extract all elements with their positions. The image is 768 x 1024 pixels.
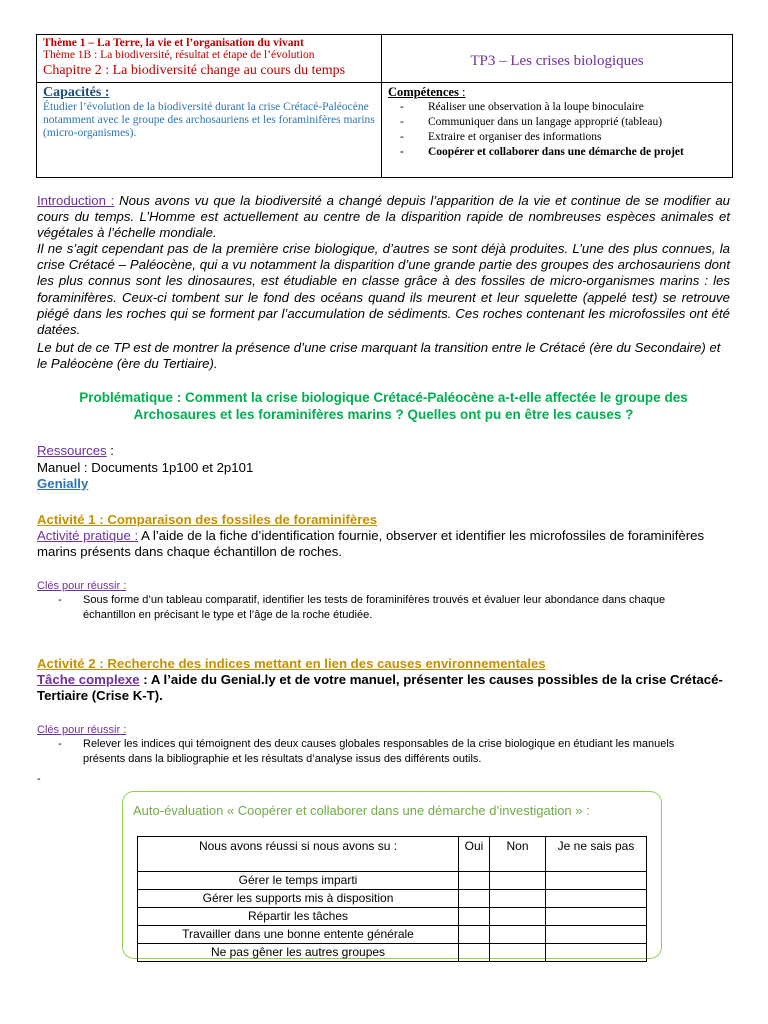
header-theme-cell — [37, 35, 382, 83]
non-cell[interactable] — [490, 908, 546, 926]
activite-2-task: Tâche complexe : A l’aide du Genial.ly et de votre manuel, présenter les causes possibles de la crise Crétacé-Tertiaire (Crise K-T). — [37, 672, 723, 704]
activite-1-task: Activité pratique : A l’aide de la fiche d’identification fournie, observer et identifier les microfossiles de foraminifères marins présents dans chaque échantillon de roches. — [37, 528, 705, 560]
problematique: Problématique : Comment la crise biologique Crétacé-Paléocène a-t-elle affectée le groupe des Archosaures et les foraminifères marins ? Quelles ont pu en être les causes ? — [79, 390, 688, 422]
non-cell[interactable] — [490, 926, 546, 944]
capacites-label: Capacités : — [43, 85, 110, 100]
table-row — [138, 926, 647, 944]
activite-1-bullet: - Sous forme d’un tableau comparatif, identifier les tests de foraminifères trouvés et évaluer leur abondance dans chaque échantillon en précisant le type et l’âge de la roche étudiée. — [58, 594, 666, 621]
genially-link-row — [37, 476, 730, 492]
ressources-manuel: Manuel : Documents 1p100 et 2p101 — [37, 460, 254, 475]
activite-2-bullet: - Relever les indices qui témoignent des deux causes globales responsables de la crise biologique en étudiant les manuels présents dans la bibliographie et les résultats d’analyse issus des différents outils. — [58, 738, 675, 765]
tp-title: TP3 – Les crises biologiques — [470, 53, 644, 69]
auto-eval-table — [137, 836, 647, 962]
table-row — [138, 908, 647, 926]
stray-dash: - — [37, 773, 41, 785]
competences-label: Compétences : — [388, 85, 466, 99]
activite-2-title: Activité 2 : Recherche des indices mettant en lien des causes environnementales — [37, 656, 546, 671]
competences-cell — [382, 83, 733, 178]
activite-2-sub-label: Tâche complexe — [37, 672, 140, 687]
non-cell[interactable] — [490, 872, 546, 890]
competences-list — [388, 100, 726, 159]
non-cell[interactable] — [490, 890, 546, 908]
intro-paragraph-3: Le but de ce TP est de montrer la présence d’une crise marquant la transition entre le Crétacé (ère du Secondaire) et le Paléocène (ère du Tertiaire). — [37, 340, 721, 372]
non-cell[interactable] — [490, 944, 546, 962]
header-ne-sais-pas: Je ne sais pas — [546, 837, 647, 872]
intro-paragraph-1: Introduction : Nous avons vu que la biodiversité a changé depuis l’apparition de la vie et continue de se modifier au cours du temps. L’Homme est actuellement au centre de la disparition rapide de nombreuses espèces animales et végétales à l’échelle mondiale. — [37, 193, 730, 241]
auto-eval-frame-gap — [652, 817, 661, 867]
activite-1-sub-label: Activité pratique : — [37, 528, 139, 543]
header-table — [36, 34, 733, 178]
competence-item: - Réaliser une observation à la loupe binoculaire — [400, 100, 726, 115]
capacites-cell — [37, 83, 382, 178]
chapter-title: Chapitre 2 : La biodiversité change au cours du temps — [43, 63, 346, 78]
criteria-cell: Gérer le temps imparti — [138, 872, 459, 890]
table-row — [138, 890, 647, 908]
theme-1: Thème 1 – La Terre, la vie et l’organisation du vivant — [43, 37, 304, 49]
oui-cell[interactable] — [459, 944, 490, 962]
header-oui: Oui — [459, 837, 490, 872]
competence-item: - Extraire et organiser des informations — [400, 130, 726, 145]
header-non: Non — [490, 837, 546, 872]
genially-link[interactable]: Genially — [37, 476, 89, 491]
ne-sais-pas-cell[interactable] — [546, 890, 647, 908]
oui-cell[interactable] — [459, 872, 490, 890]
ne-sais-pas-cell[interactable] — [546, 908, 647, 926]
ne-sais-pas-cell[interactable] — [546, 926, 647, 944]
oui-cell[interactable] — [459, 908, 490, 926]
oui-cell[interactable] — [459, 926, 490, 944]
oui-cell[interactable] — [459, 890, 490, 908]
ne-sais-pas-cell[interactable] — [546, 872, 647, 890]
intro-label: Introduction : — [37, 193, 115, 208]
header-tp-cell — [382, 35, 733, 83]
criteria-cell: Répartir les tâches — [138, 908, 459, 926]
criteria-cell: Travailler dans une bonne entente générale — [138, 926, 459, 944]
activite-2-keys-label: Clés pour réussir : — [37, 724, 127, 736]
header-criteria: Nous avons réussi si nous avons su : — [138, 837, 459, 872]
ressources-heading: Ressources : — [37, 443, 114, 458]
competence-item: - Communiquer dans un langage approprié (tableau) — [400, 115, 726, 130]
ne-sais-pas-cell[interactable] — [546, 944, 647, 962]
activite-1-title: Activité 1 : Comparaison des fossiles de foraminifères — [37, 512, 378, 527]
table-row — [138, 872, 647, 890]
activite-1-keys-label: Clés pour réussir : — [37, 580, 127, 592]
criteria-cell: Ne pas gêner les autres groupes — [138, 944, 459, 962]
auto-eval-title: Auto-évaluation « Coopérer et collaborer dans une démarche d’investigation » : — [133, 803, 590, 818]
table-row — [138, 944, 647, 962]
theme-1b: Thème 1B : La biodiversité, résultat et étape de l’évolution — [43, 49, 315, 61]
criteria-cell: Gérer les supports mis à disposition — [138, 890, 459, 908]
capacites-text: Étudier l’évolution de la biodiversité durant la crise Crétacé-Paléocène notamment avec le groupe des archosauriens et les foraminifères marins (micro-organismes). — [43, 101, 375, 139]
competence-item: - Coopérer et collaborer dans une démarche de projet — [400, 145, 726, 159]
intro-paragraph-2: Il ne s’agit cependant pas de la première crise biologique, d’autres se sont déjà produites. L’une des plus connues, la crise Crétacé – Paléocène, qui a vu notamment la disparition d’une grande partie des groupes des archosauriens dont les plus connus sont les dinosaures, est étudiable en classe grâce à des fossiles de micro-organismes marins : les foraminifères. Ceux-ci tombent sur le fond des océans quand ils meurent et leur squelette (appelé test) se retrouve piégé dans les roches qui se forment par l’accumulation de sédiments. Ces roches contenant les microfossiles ont été datées. — [37, 241, 730, 338]
